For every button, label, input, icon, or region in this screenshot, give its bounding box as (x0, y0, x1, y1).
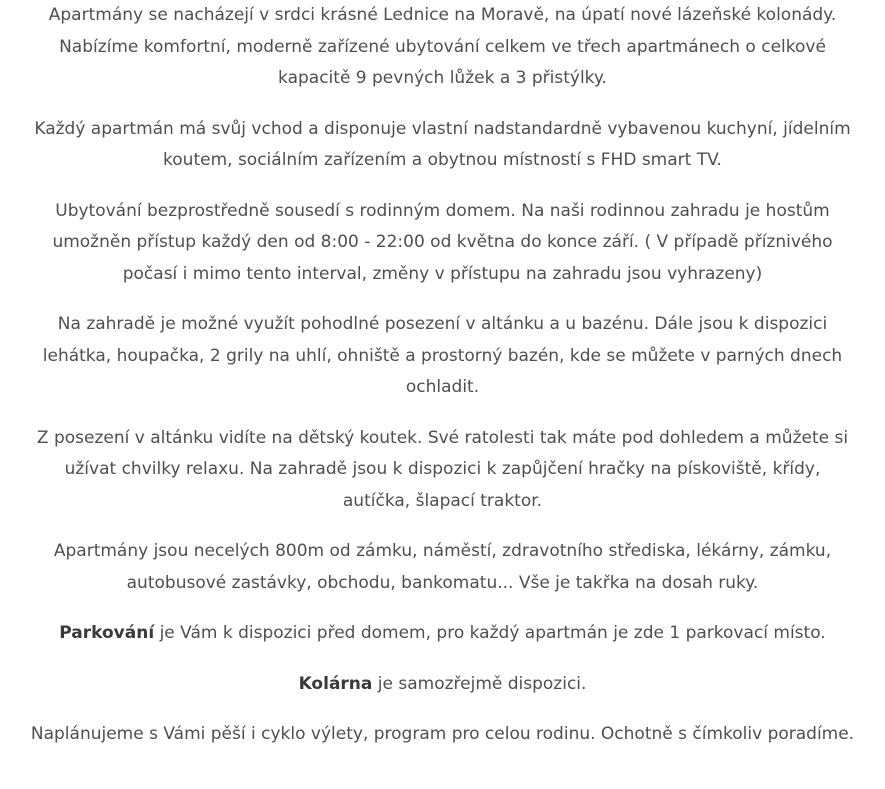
location-paragraph: Apartmány jsou necelých 800m od zámku, náměstí, zdravotního střediska, lékárny, zámku, autobusové zastávky, obchodu, bankomatu... Vše je takřka na dosah ruky. (53, 541, 832, 593)
bike-storage-text: je samozřejmě dispozici. (372, 673, 587, 694)
bike-storage-label: Kolárna (298, 673, 373, 694)
garden-access-paragraph: Ubytování bezprostředně sousedí s rodinným domem. Na naši rodinnou zahradu je hostům umožněn přístup každý den od 8:00 - 22:00 od května do konce září. ( V případě příznivého počasí i mimo tento interval, změny v přístupu na zahradu jsou vyhrazeny) (52, 200, 833, 284)
bike-storage-paragraph (30, 669, 855, 701)
apartment-equipment-paragraph: Každý apartmán má svůj vchod a disponuje vlastní nadstandardně vybavenou kuchyní, jídelním koutem, sociálním zařízením a obytnou místností s FHD smart TV. (34, 118, 851, 170)
garden-amenities-paragraph: Na zahradě je možné využít pohodlné posezení v altánku a u bazénu. Dále jsou k dispozici lehátka, houpačka, 2 grily na uhlí, ohniště a prostorný bazén, kde se můžete v parných dnech ochladit. (42, 314, 843, 397)
trips-paragraph: Naplánujeme s Vámi pěší i cyklo výlety, program pro celou rodinu. Ochotně s čímkoliv poradíme. (30, 724, 855, 744)
parking-label: Parkování (59, 623, 155, 643)
accommodation-description (30, 0, 855, 770)
parking-text: je Vám k dispozici před domem, pro každý apartmán je zde 1 parkovací místo. (154, 623, 826, 643)
parking-paragraph (30, 618, 855, 650)
intro-paragraph: Apartmány se nacházejí v srdci krásné Lednice na Moravě, na úpatí nové lázeňské kolonády. Nabízíme komfortní, moderně zařízené ubytování celkem ve třech apartmánech o celkové kapacitě 9 pevných lůžek a 3 přistýlky. (48, 5, 837, 88)
kids-corner-paragraph: Z posezení v altánku vidíte na dětský koutek. Své ratolesti tak máte pod dohledem a můžete si užívat chvilky relaxu. Na zahradě jsou k dispozici k zapůjčení hračky na pískoviště, křídy, autíčka, šlapací traktor. (36, 427, 849, 511)
